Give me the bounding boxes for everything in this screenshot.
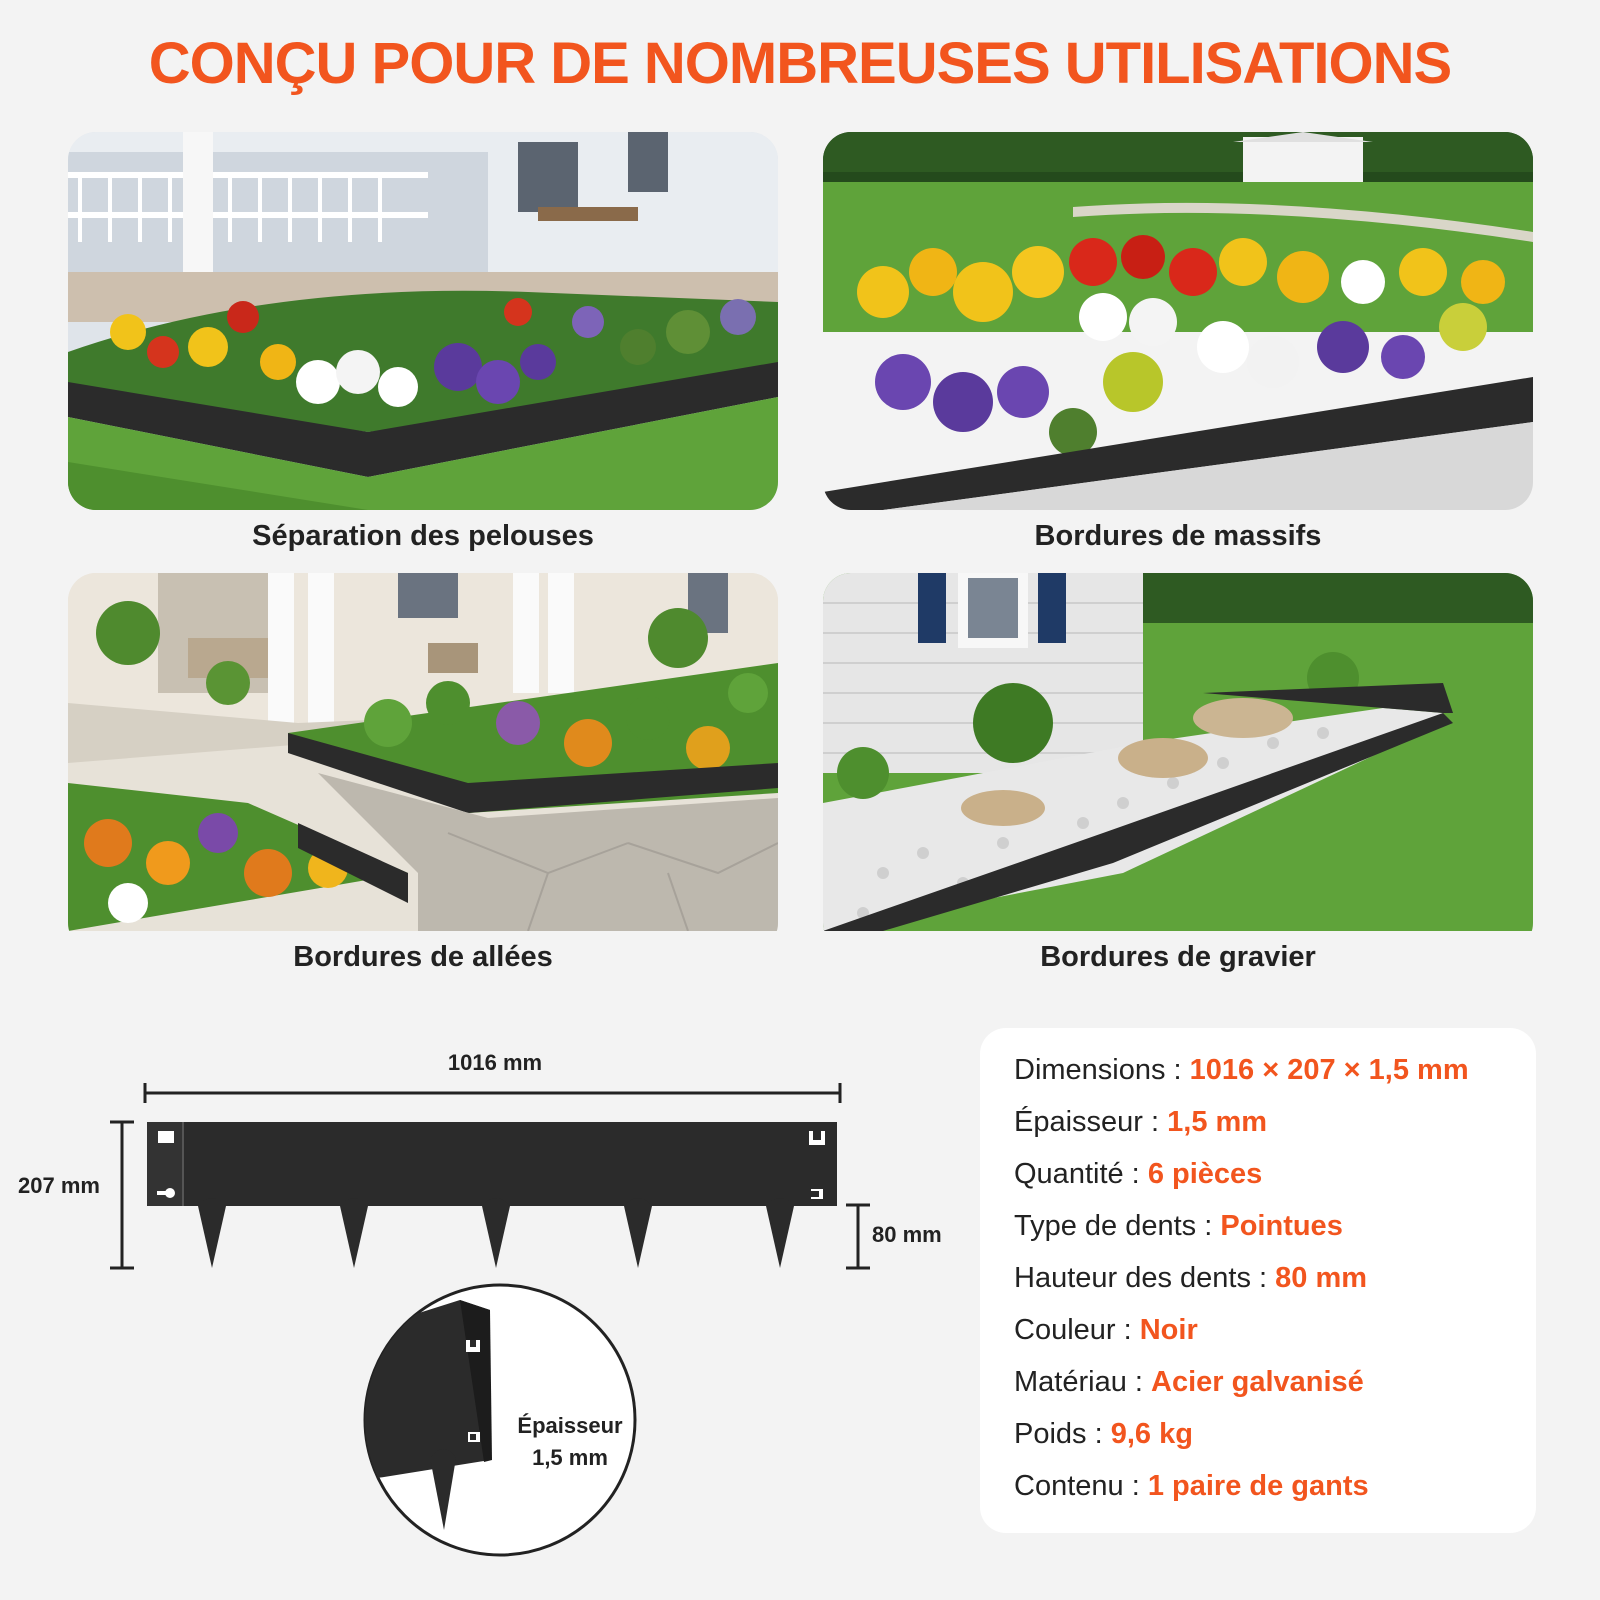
height-label: 207 mm [18,1173,100,1198]
thickness-label [500,1410,640,1474]
spec-value: Acier galvanisé [1151,1366,1364,1398]
spec-label: Contenu : [1014,1470,1148,1502]
caption-lawn-separation: Séparation des pelouses [252,520,594,552]
spec-weight [1014,1418,1193,1451]
edging-dimension-diagram [0,1040,960,1560]
spec-thickness [1014,1106,1267,1139]
spike-height-label: 80 mm [872,1222,942,1247]
spec-label: Couleur : [1014,1314,1140,1346]
spec-value: 1016 × 207 × 1,5 mm [1189,1054,1469,1086]
spec-label: Épaisseur : [1014,1106,1168,1138]
spec-value: Pointues [1220,1210,1343,1242]
photo-gravel-borders [823,573,1533,951]
spec-label: Quantité : [1014,1158,1148,1190]
spec-label: Hauteur des dents : [1014,1262,1276,1294]
spec-label: Matériau : [1014,1366,1151,1398]
photo-flowerbed-borders [823,132,1533,510]
spec-contents [1014,1470,1369,1503]
page-title: CONÇU POUR DE NOMBREUSES UTILISATIONS [148,31,1452,96]
spec-value: 1,5 mm [1167,1106,1268,1138]
caption-flowerbed-borders: Bordures de massifs [1034,520,1322,552]
spec-teeth-type [1014,1210,1343,1243]
spec-label: Poids : [1014,1418,1111,1450]
caption-gravel-borders: Bordures de gravier [1040,941,1316,973]
spec-label: Type de dents : [1014,1210,1221,1242]
spec-color [1014,1314,1198,1347]
photo-lawn-separation [68,132,778,510]
specifications-panel [980,1028,1536,1533]
spec-teeth-height [1014,1262,1367,1295]
length-label: 1016 mm [447,1050,543,1075]
thickness-label-value: 1,5 mm [532,1445,608,1470]
spec-dimensions [1014,1054,1469,1087]
spec-value: 6 pièces [1147,1158,1263,1190]
spec-value: 1 paire de gants [1147,1470,1369,1502]
spec-label: Dimensions : [1014,1054,1190,1086]
spec-material [1014,1366,1364,1399]
spec-value: 9,6 kg [1110,1418,1193,1450]
thickness-label-title: Épaisseur [517,1413,623,1438]
photo-walkway-borders [68,573,778,951]
spec-value: 80 mm [1275,1262,1368,1294]
spec-value: Noir [1139,1314,1198,1346]
caption-walkway-borders: Bordures de allées [293,941,553,973]
spec-quantity [1014,1158,1262,1191]
